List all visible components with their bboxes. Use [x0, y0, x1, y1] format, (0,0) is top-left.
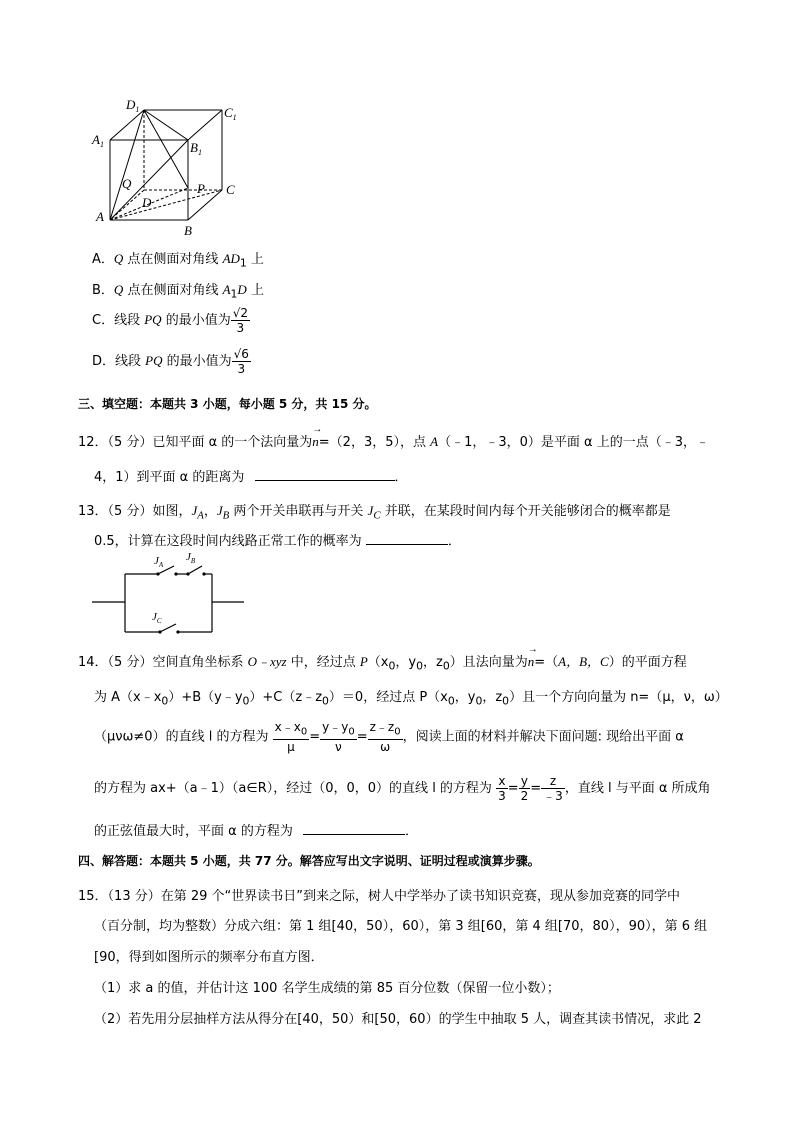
q14-line-3: （μνω≠0）的直线 l 的方程为 $\frac{x﹣x_0}{\mu}$ = $\frac{y﹣y_0}{\nu}$ = $\frac{z﹣z_0}{\omega}$ ，阅读上面的材料并解决下面问题: 现给出平面 α: [94, 720, 684, 755]
q12-answer-blank[interactable]: [255, 468, 395, 481]
label-Q: Q: [122, 176, 132, 191]
label-D1: $D_1$: [126, 97, 140, 114]
q14-line-1: 14．（5 分）空间直角坐标系 O﹣xyz 中，经过点 $P(x_0$，$y_0$，$z_0$）且法向量为 → n=（A，B，C）的平面方程: [78, 644, 687, 673]
q14-answer-blank[interactable]: [303, 822, 405, 835]
section-4-heading: 四、解答题：本题共 5 小题，共 77 分。解答应写出文字说明、证明过程或演算步骤。: [78, 854, 540, 868]
switch-jb-label: $J_B$: [186, 552, 196, 565]
option-a: A．Q 点在侧面对角线 $AD_1$ 上: [92, 251, 264, 270]
option-d: D．线段 PQ 的最小值为 $\frac{√6}{3}$: [92, 347, 249, 376]
q12-line-1: 12．（5 分）已知平面 α 的一个法向量为 → n=（2，3，5），点 A（﹣1，﹣3，0）是平面 α 上的一点（﹣3，﹣: [78, 424, 709, 450]
cube-figure: [90, 96, 250, 238]
label-D: D: [142, 195, 152, 210]
q15-line-4: （1）求 a 的值，并估计这 100 名学生成绩的第 85 百分位数（保留一位小数）；: [94, 981, 560, 996]
q13-line-2: 0.5，计算在这段时间内线路正常工作的概率为 ．: [94, 534, 461, 549]
q13-line-1: 13．（5 分）如图，$J_A$，$J_B$ 两个开关串联再与开关 $J_C$ 并联，在某段时间内每个开关能够闭合的概率都是: [78, 503, 671, 522]
label-B1: $B_1$: [190, 140, 202, 157]
q15-line-3: [90，得到如图所示的频率分布直方图．: [94, 950, 324, 965]
q14-line-2: 为 $A(x﹣x_0)+B(y﹣y_0)+C(z﹣z_0)=0$，经过点 $P(x_0$，$y_0$，$z_0$）且一个方向向量为 n=（μ，ν，ω）: [94, 690, 728, 708]
q14-line-5: 的正弦值最大时，平面 α 的方程为 ．: [94, 824, 418, 839]
q13-answer-blank[interactable]: [366, 532, 448, 545]
switch-jc-label: $J_C$: [152, 611, 162, 625]
label-C1: $C_1$: [224, 105, 237, 122]
q14-line-4: 的方程为 ax+（a﹣1）（a∈R），经过（0，0，0）的直线 l 的方程为 $\frac{x}{3}$ = $\frac{y}{2}$ = $\frac{z}{﹣3}$ ，直线 l 与平面 α 所成角: [94, 774, 711, 803]
circuit-diagram: [92, 552, 247, 636]
option-c: C．线段 PQ 的最小值为 $\frac{√2}{3}$: [92, 306, 248, 335]
label-B: B: [184, 223, 192, 238]
label-C: C: [226, 182, 235, 197]
q15-line-2: （百分制，均为整数）分成六组：第 1 组[40，50），60），第 3 组[60，第 4 组[70，80），90），第 6 组: [94, 919, 708, 934]
switch-ja-label: $J_A$: [154, 555, 164, 569]
section-3-heading: 三、填空题：本题共 3 小题，每小题 5 分，共 15 分。: [78, 397, 377, 411]
label-A1: $A_1$: [92, 132, 104, 149]
q15-line-1: 15．（13 分）在第 29 个“世界读书日”到来之际，树人中学举办了读书知识竞赛，现从参加竞赛的同学中: [78, 889, 680, 904]
label-P: P: [197, 181, 205, 196]
q15-line-5: （2）若先用分层抽样方法从得分在[40，50）和[50，60）的学生中抽取 5 人，调查其读书情况，求此 2: [94, 1012, 702, 1027]
option-b: B．Q 点在侧面对角线 $A_1D$ 上: [92, 282, 264, 301]
q12-line-2: 4，1）到平面 α 的距离为 ．: [94, 470, 408, 485]
label-A: A: [96, 209, 104, 224]
